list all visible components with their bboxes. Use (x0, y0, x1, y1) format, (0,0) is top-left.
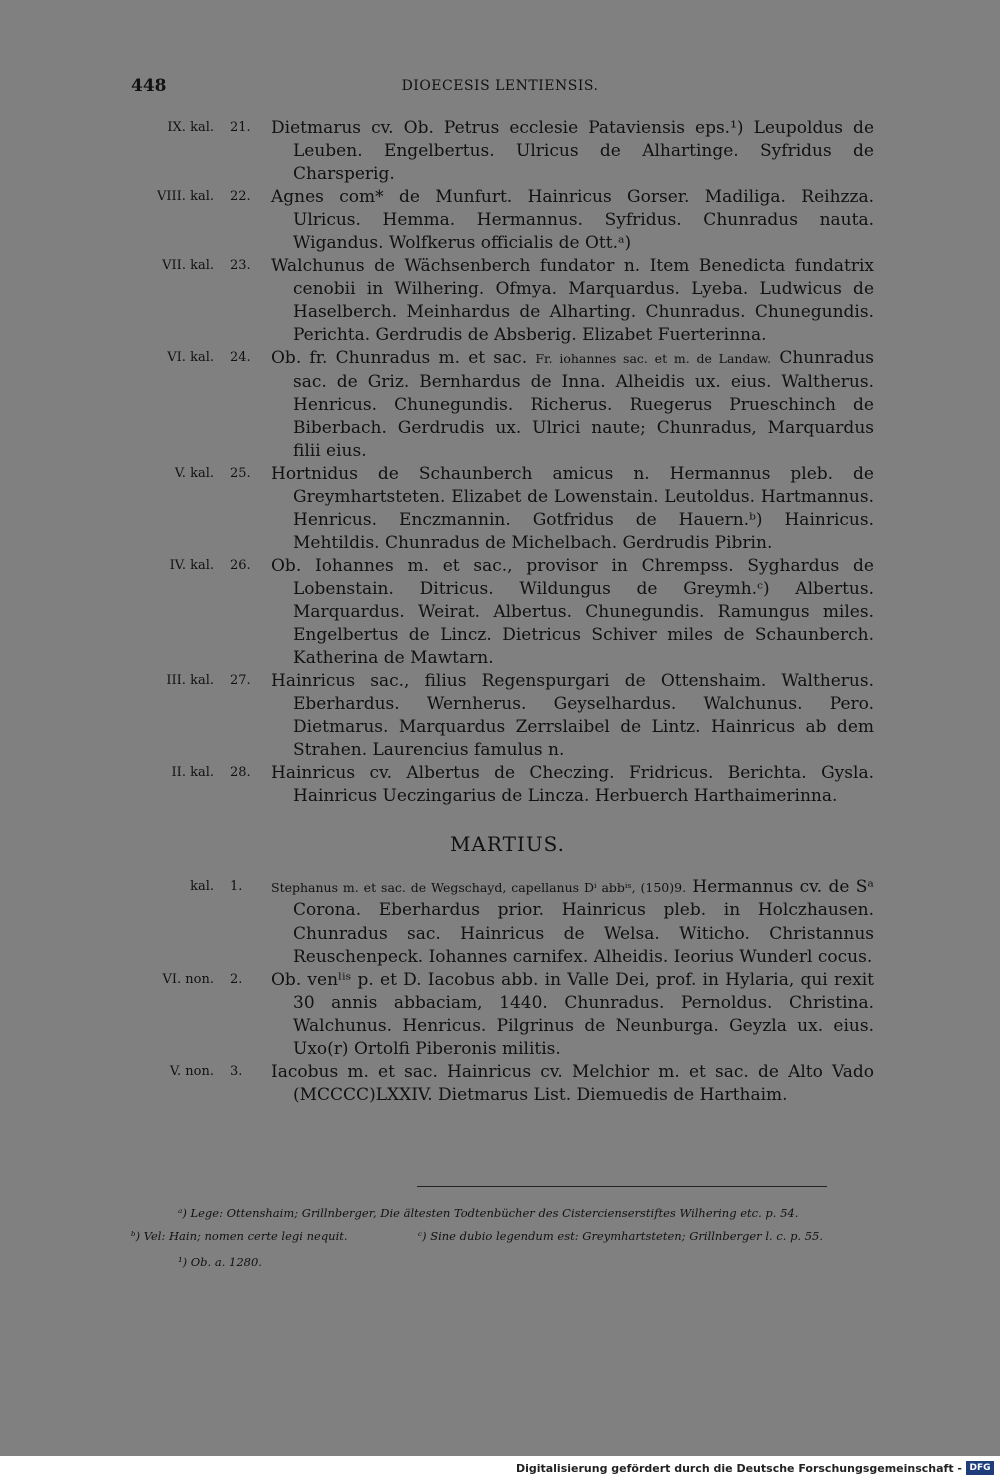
entry-text: Iacobus m. et sac. Hainricus cv. Melchior m. et sac. de Alto Vado (MCCCC)LXXIV. Dietmarus List. Diemuedis de Harthaim. (271, 1061, 874, 1105)
entry (0, 1061, 1000, 1107)
entry-text: Hortnidus de Schaunberch amicus n. Hermannus pleb. de Greymhartsteten. Elizabet de Lowenstain. Leutoldus. Hartmannus. Henricus. Enczmannin. Gotfridus de Hauern.ᵇ) Hainricus. Mehtildis. Chunradus de Michelbach. Gerdrudis Pibrin. (271, 463, 874, 553)
entry-text (271, 876, 874, 968)
footnote-rule (417, 1186, 827, 1187)
entry-text (271, 347, 874, 462)
entry-text: Agnes com* de Munfurt. Hainricus Gorser. Madiliga. Reihzza. Ulricus. Hemma. Hermannus. Syfridus. Chunradus nauta. Wigandus. Wolfkerus officialis de Ott.ᵃ) (271, 187, 874, 254)
entry (0, 255, 1000, 347)
entry-day: 21. (230, 120, 251, 135)
entry-date: II. kal. (171, 765, 214, 781)
entry-day: 1. (230, 879, 243, 895)
entry-day: 26. (230, 557, 251, 573)
entry-text: Dietmarus cv. Ob. Petrus ecclesie Pataviensis eps.¹) Leupoldus de Leuben. Engelbertus. Ulricus de Alhartinge. Syfridus de Charsperig. (271, 118, 874, 185)
entry-date: IV. kal. (169, 557, 214, 573)
entry-text: Ob. Iohannes m. et sac., provisor in Chrempss. Syghardus de Lobenstain. Ditricus. Wildungus de Greymh.ᶜ) Albertus. Marquardus. Weirat. Albertus. Chunegundis. Ramungus miles. Engelbertus de Lincz. Dietricus Schiver miles de Schaunberch. Katherina de Mawtarn. (271, 555, 874, 669)
page-number: 448 (131, 76, 167, 96)
entry-text: Hainricus cv. Albertus de Checzing. Fridricus. Berichta. Gysla. Hainricus Ueczingarius de Lincza. Herbuerch Harthaimerinna. (271, 763, 874, 807)
footnote-c: ᶜ) Sine dubio legendum est: Greymhartsteten; Grillnberger l. c. p. 55. (418, 1229, 824, 1243)
section-heading: MARTIUS. (449, 832, 566, 857)
entry-day: 22. (230, 189, 251, 205)
footnote-a: ᵃ) Lege: Ottenshaim; Grillnberger, Die ältesten Todtenbücher des Cistercienserstiftes Wilhering etc. p. 54. (178, 1206, 799, 1220)
entry-text-small: Stephanus m. et sac. de Wegschayd, capellanus Dⁱ abbⁱˢ, (150)9. (271, 880, 687, 896)
entry-day: 27. (230, 673, 251, 689)
entry-text: Walchunus de Wächsenberch fundator n. Item Benedicta fundatrix cenobii in Wilhering. Ofmya. Marquardus. Lyeba. Ludwicus de Haselberch. Meinhardus de Alharting. Chunradus. Chunegundis. Perichta. Gerdrudis de Absberig. Elizabet Fuerterinna. (271, 256, 874, 346)
entry-day: 24. (230, 350, 251, 366)
footnote-1: ¹) Ob. a. 1280. (178, 1255, 262, 1269)
entry-date: VI. kal. (167, 350, 214, 366)
funding-banner (0, 1456, 1000, 1478)
entry (0, 186, 1000, 255)
entry (0, 463, 1000, 555)
entry-text-small: Fr. iohannes sac. et m. de Landaw. (535, 351, 772, 367)
entries-list (0, 117, 1000, 1107)
entry-day: 28. (230, 765, 251, 781)
footnote-b: ᵇ) Vel: Hain; nomen certe legi nequit. (131, 1229, 348, 1243)
entry-date: VIII. kal. (157, 189, 214, 205)
entry-date: V. kal. (174, 465, 214, 481)
entry (0, 876, 1000, 968)
running-head: DIOECESIS LENTIENSIS. (401, 78, 599, 94)
entry-date: VI. non. (162, 971, 214, 987)
entry-date: kal. (190, 879, 214, 895)
entry-date: VII. kal. (162, 258, 214, 274)
entry (0, 969, 1000, 1061)
entry (0, 762, 1000, 808)
entry-text: Ob. venˡⁱˢ p. et D. Iacobus abb. in Valle Dei, prof. in Hylaria, qui rexit 30 annis abbaciam, 1440. Chunradus. Pernoldus. Christina. Walchunus. Henricus. Pilgrinus de Neunburga. Geyzla ux. eius. Uxo(r) Ortolfi Piberonis militis. (271, 969, 874, 1059)
entry-date: III. kal. (166, 673, 214, 689)
entry-date: IX. kal. (167, 120, 214, 135)
entry-text-part: Ob. fr. Chunradus m. et sac. (271, 348, 536, 369)
entry-day: 3. (230, 1063, 243, 1079)
entry-day: 2. (230, 971, 243, 987)
entry-text-part: Hermannus cv. de Sᵃ Corona. Eberhardus prior. Hainricus pleb. in Holczhausen. Chunradus sac. Hainricus de Welsa. Witicho. Christannus Reuschenpeck. Iohannes carnifex. Alheidis. Ieorius Wunderl cocus. (293, 877, 874, 967)
entry-date: V. non. (169, 1063, 214, 1079)
entry-text: Hainricus sac., filius Regenspurgari de Ottenshaim. Waltherus. Eberhardus. Wernherus. Geyselhardus. Walchunus. Pero. Dietmarus. Marquardus Zerrslaibel de Lintz. Hainricus ab dem Strahen. Laurencius famulus n. (271, 671, 874, 761)
entry-day: 25. (230, 465, 251, 481)
entry (0, 117, 1000, 186)
entry (0, 555, 1000, 670)
funding-text: Digitalisierung gefördert durch die Deutsche Forschungsgemeinschaft - (515, 1462, 962, 1475)
dfg-logo: DFG (966, 1461, 994, 1475)
entry (0, 670, 1000, 762)
entry-text-part: Chunradus sac. de Griz. Bernhardus de Inna. Alheidis ux. eius. Waltherus. Henricus. Chunegundis. Richerus. Ruegerus Prueschinch de Biberbach. Gerdrudis ux. Ulrici naute; Chunradus, Marquardus filii eius. (293, 348, 874, 461)
entry (0, 347, 1000, 462)
entry-day: 23. (230, 258, 251, 274)
